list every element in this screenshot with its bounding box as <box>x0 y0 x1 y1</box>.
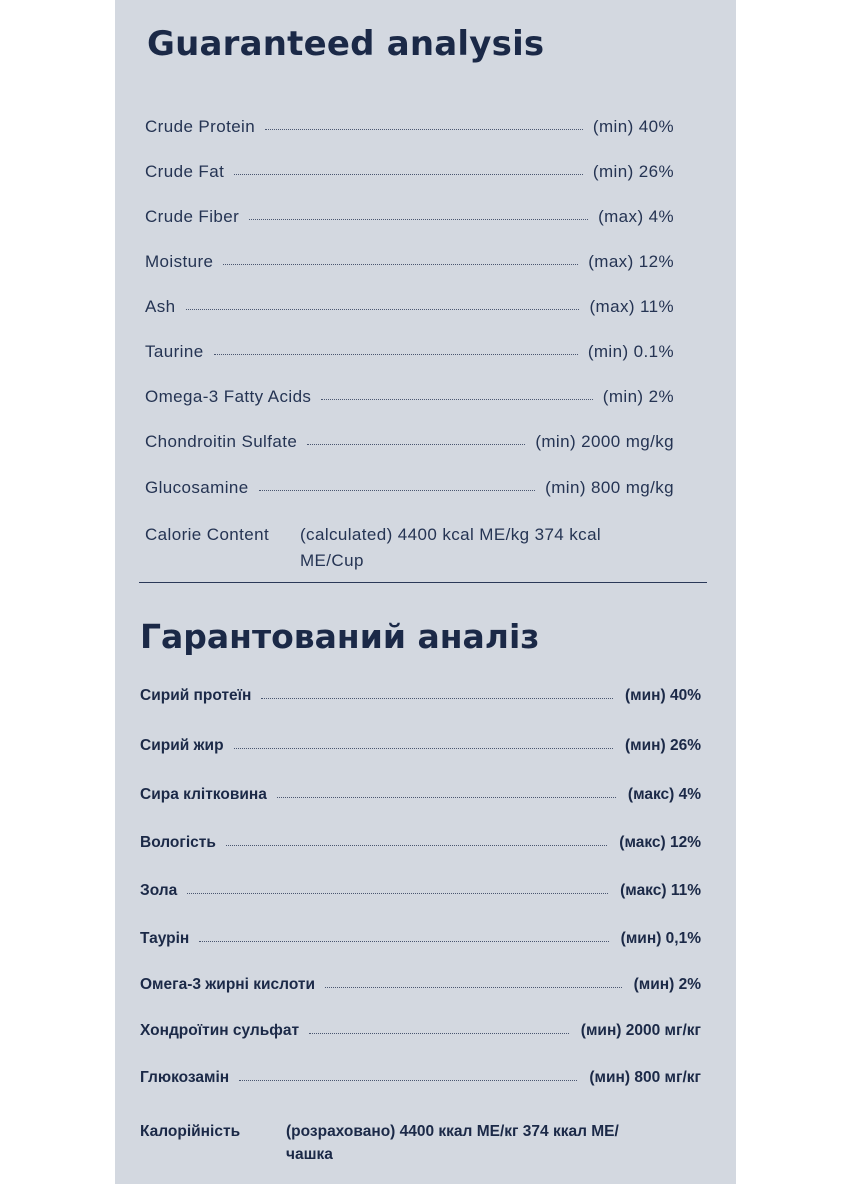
nutrient-label: Omega-3 Fatty Acids <box>145 387 312 406</box>
ukrainian-row-chondroitin <box>140 1019 701 1043</box>
nutrient-value: (мин) 0,1% <box>620 930 701 947</box>
nutrient-label: Crude Fiber <box>145 207 240 226</box>
ukrainian-row-omega-3 <box>140 973 701 997</box>
nutrient-label: Chondroitin Sulfate <box>145 432 298 451</box>
nutrient-label: Crude Fat <box>145 162 225 181</box>
dotted-leader <box>321 399 592 400</box>
dotted-leader <box>307 444 525 445</box>
nutrient-value: (max) 11% <box>589 297 674 316</box>
nutrient-label: Сира клітковина <box>140 786 267 803</box>
nutrient-value: (макс) 11% <box>620 882 701 899</box>
nutrient-value: (мин) 40% <box>624 687 701 704</box>
english-row-calorie-content <box>145 522 640 574</box>
dotted-leader <box>249 219 588 220</box>
dotted-leader <box>325 987 622 988</box>
nutrient-label: Сирий протеїн <box>140 687 252 704</box>
nutrient-value: (min) 0.1% <box>587 342 674 361</box>
dotted-leader <box>214 354 578 355</box>
nutrient-label: Омега-3 жирні кислоти <box>140 976 316 993</box>
nutrient-value: (мин) 2000 мг/кг <box>580 1022 701 1039</box>
nutrient-value: (min) 2000 mg/kg <box>535 432 674 451</box>
analysis-panel <box>115 0 736 1184</box>
nutrient-value: (мин) 26% <box>624 737 701 754</box>
dotted-leader <box>309 1033 569 1034</box>
dotted-leader <box>187 893 608 894</box>
nutrient-label: Crude Protein <box>145 117 256 136</box>
nutrient-label: Ash <box>145 297 176 316</box>
calorie-value: (розраховано) 4400 ккал МЕ/кг 374 ккал МЕ/чашка <box>286 1123 619 1163</box>
ukrainian-row-crude-protein <box>140 684 701 708</box>
dotted-leader <box>223 264 578 265</box>
dotted-leader <box>239 1080 577 1081</box>
english-row-taurine <box>145 340 674 364</box>
dotted-leader <box>261 698 613 699</box>
nutrient-label: Зола <box>140 882 178 899</box>
nutrient-value: (мин) 2% <box>633 976 701 993</box>
ukrainian-row-ash <box>140 879 701 903</box>
nutrient-label: Глюкозамін <box>140 1069 230 1086</box>
ukrainian-row-calorie-content <box>140 1120 646 1166</box>
ukrainian-row-glucosamine <box>140 1066 701 1090</box>
nutrient-value: (min) 40% <box>592 117 674 136</box>
english-row-crude-protein <box>145 115 674 139</box>
ukrainian-row-moisture <box>140 831 701 855</box>
nutrient-value: (мин) 800 мг/кг <box>589 1069 701 1086</box>
nutrient-value: (max) 4% <box>598 207 674 226</box>
ukrainian-row-taurine <box>140 927 701 951</box>
ukrainian-title: Гарантований аналіз <box>140 617 540 656</box>
calorie-value: (calculated) 4400 kcal ME/kg 374 kcal ME/Cup <box>300 525 602 570</box>
nutrient-label: Moisture <box>145 252 214 271</box>
calorie-label: Калорійність <box>140 1123 241 1140</box>
nutrient-label: Таурін <box>140 930 190 947</box>
ukrainian-row-crude-fiber <box>140 783 701 807</box>
english-row-glucosamine <box>145 476 674 500</box>
nutrient-value: (макс) 12% <box>619 834 701 851</box>
dotted-leader <box>226 845 607 846</box>
dotted-leader <box>259 490 536 491</box>
dotted-leader <box>234 748 613 749</box>
nutrient-label: Glucosamine <box>145 478 249 497</box>
nutrient-label: Сирий жир <box>140 737 224 754</box>
nutrient-label: Вологість <box>140 834 216 851</box>
english-row-chondroitin <box>145 430 674 454</box>
dotted-leader <box>265 129 583 130</box>
section-divider <box>139 582 707 583</box>
ukrainian-row-crude-fat <box>140 734 701 758</box>
calorie-label: Calorie Content <box>145 525 270 544</box>
nutrient-label: Хондроїтин сульфат <box>140 1022 300 1039</box>
english-title: Guaranteed analysis <box>147 24 545 64</box>
english-row-ash <box>145 295 674 319</box>
dotted-leader <box>199 941 608 942</box>
nutrient-value: (max) 12% <box>588 252 674 271</box>
nutrient-value: (макс) 4% <box>627 786 701 803</box>
english-row-crude-fiber <box>145 205 674 229</box>
english-row-crude-fat <box>145 160 674 184</box>
nutrient-value: (min) 26% <box>592 162 674 181</box>
nutrient-value: (min) 800 mg/kg <box>545 478 674 497</box>
english-row-moisture <box>145 250 674 274</box>
nutrient-value: (min) 2% <box>602 387 674 406</box>
dotted-leader <box>186 309 580 310</box>
english-row-omega-3 <box>145 385 674 409</box>
dotted-leader <box>234 174 583 175</box>
nutrient-label: Taurine <box>145 342 204 361</box>
dotted-leader <box>277 797 616 798</box>
